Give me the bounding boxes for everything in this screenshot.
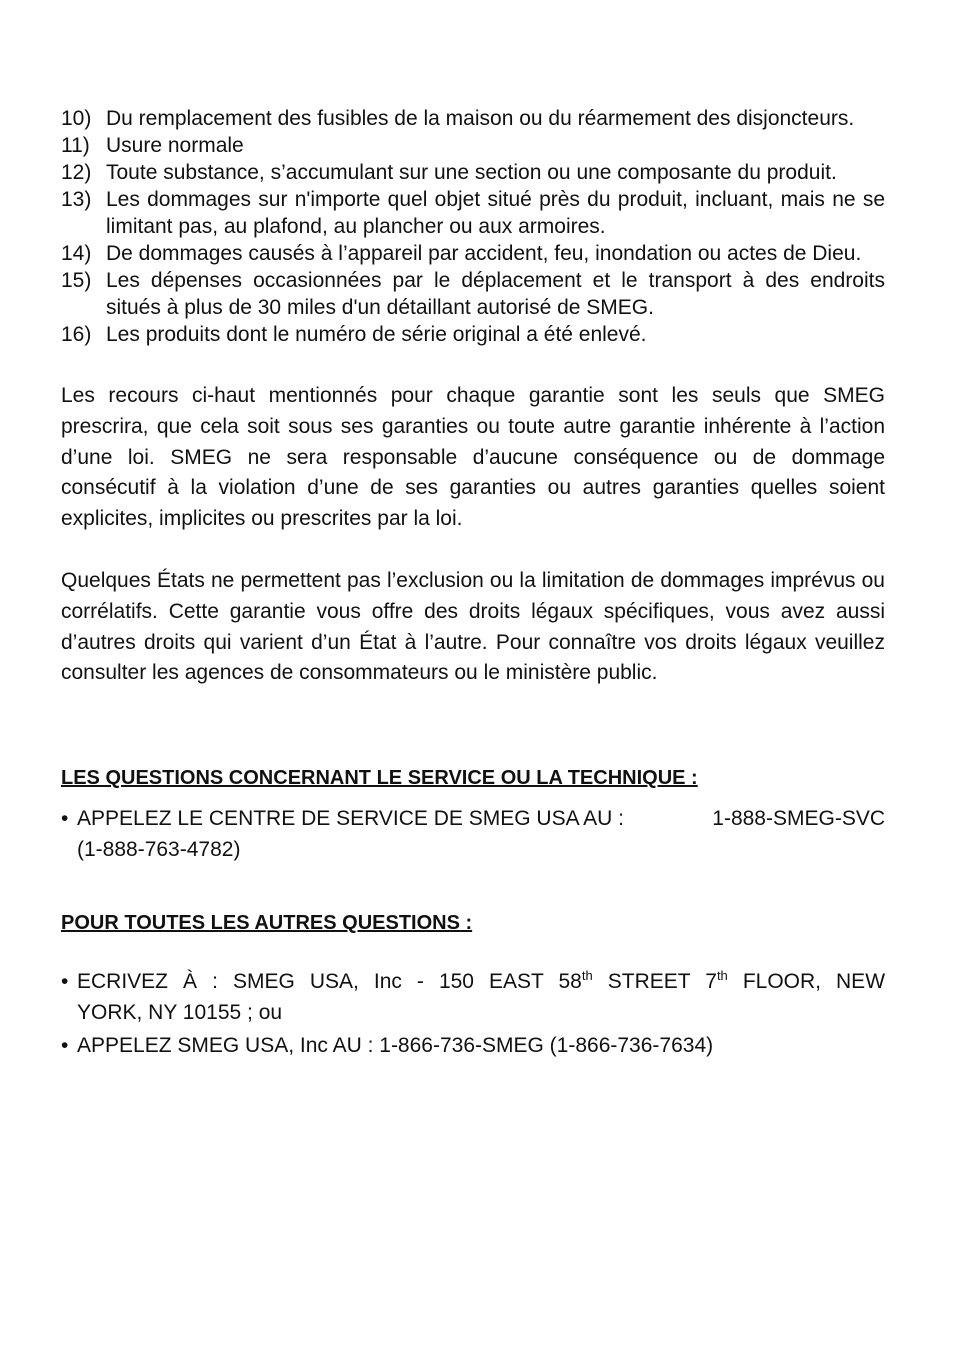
bullet-icon: •: [61, 1034, 69, 1058]
other-questions-heading: POUR TOUTES LES AUTRES QUESTIONS :: [61, 912, 473, 935]
call-smeg-item: [61, 1030, 885, 1061]
warranty-page: [61, 105, 885, 1061]
bullet-icon: •: [61, 970, 69, 994]
states-paragraph: Quelques États ne permettent pas l’exclusion ou la limitation de dommages imprévus ou corrélatifs. Cette garantie vous offre des droits légaux spécifiques, vous avez aussi d’autres droits qui varient d’un État à l’autre. Pour connaître vos droits légaux veuillez consulter les agences de consommateurs ou le ministère public.: [61, 568, 885, 685]
list-item: 13) Les dommages sur n'importe quel objet situé près du produit, incluant, mais ne se limitant pas, au plafond, au plancher ou aux armoires.: [61, 188, 885, 238]
service-phone-number: 1-888-SMEG-SVC: [712, 807, 885, 831]
remedies-paragraph: Les recours ci-haut mentionnés pour chaque garantie sont les seuls que SMEG prescrira, que cela soit sous ses garanties ou toute autre garantie inhérente à l’action d’une loi. SMEG ne sera responsable d’aucune conséquence ou de dommage consécutif à la violation d’une de ses garanties ou autres garanties quelles soient explicites, implicites ou prescrites par la loi.: [61, 384, 885, 531]
call-smeg-text: APPELEZ SMEG USA, Inc AU : 1-866-736-SMEG (1-866-736-7634): [77, 1034, 714, 1058]
list-item: 11) Usure normale: [61, 134, 244, 157]
bullet-icon: •: [61, 807, 69, 831]
list-item: 16) Les produits dont le numéro de série original a été enlevé.: [61, 323, 647, 346]
address-line-1: ECRIVEZ À : SMEG USA, Inc - 150 EAST 58th STREET 7th FLOOR, NEW: [77, 968, 886, 994]
address-line-2: YORK, NY 10155 ; ou: [77, 1001, 283, 1025]
service-heading: LES QUESTIONS CONCERNANT LE SERVICE OU LA TECHNIQUE :: [61, 767, 698, 790]
service-phone-digits: (1-888-763-4782): [77, 838, 241, 862]
list-item: 12) Toute substance, s’accumulant sur une section ou une composante du produit.: [61, 161, 837, 184]
list-item: 10) Du remplacement des fusibles de la maison ou du réarmement des disjoncteurs.: [61, 107, 855, 130]
list-item: 14) De dommages causés à l’appareil par accident, feu, inondation ou actes de Dieu.: [61, 242, 862, 265]
service-call-label: APPELEZ LE CENTRE DE SERVICE DE SMEG USA AU :: [77, 807, 624, 831]
exclusions-list: [61, 105, 885, 348]
list-item: 15) Les dépenses occasionnées par le déplacement et le transport à des endroits situés à plus de 30 miles d'un détaillant autorisé de SMEG.: [61, 269, 885, 319]
write-address-item: [61, 966, 885, 1028]
service-call-item: [61, 803, 885, 865]
